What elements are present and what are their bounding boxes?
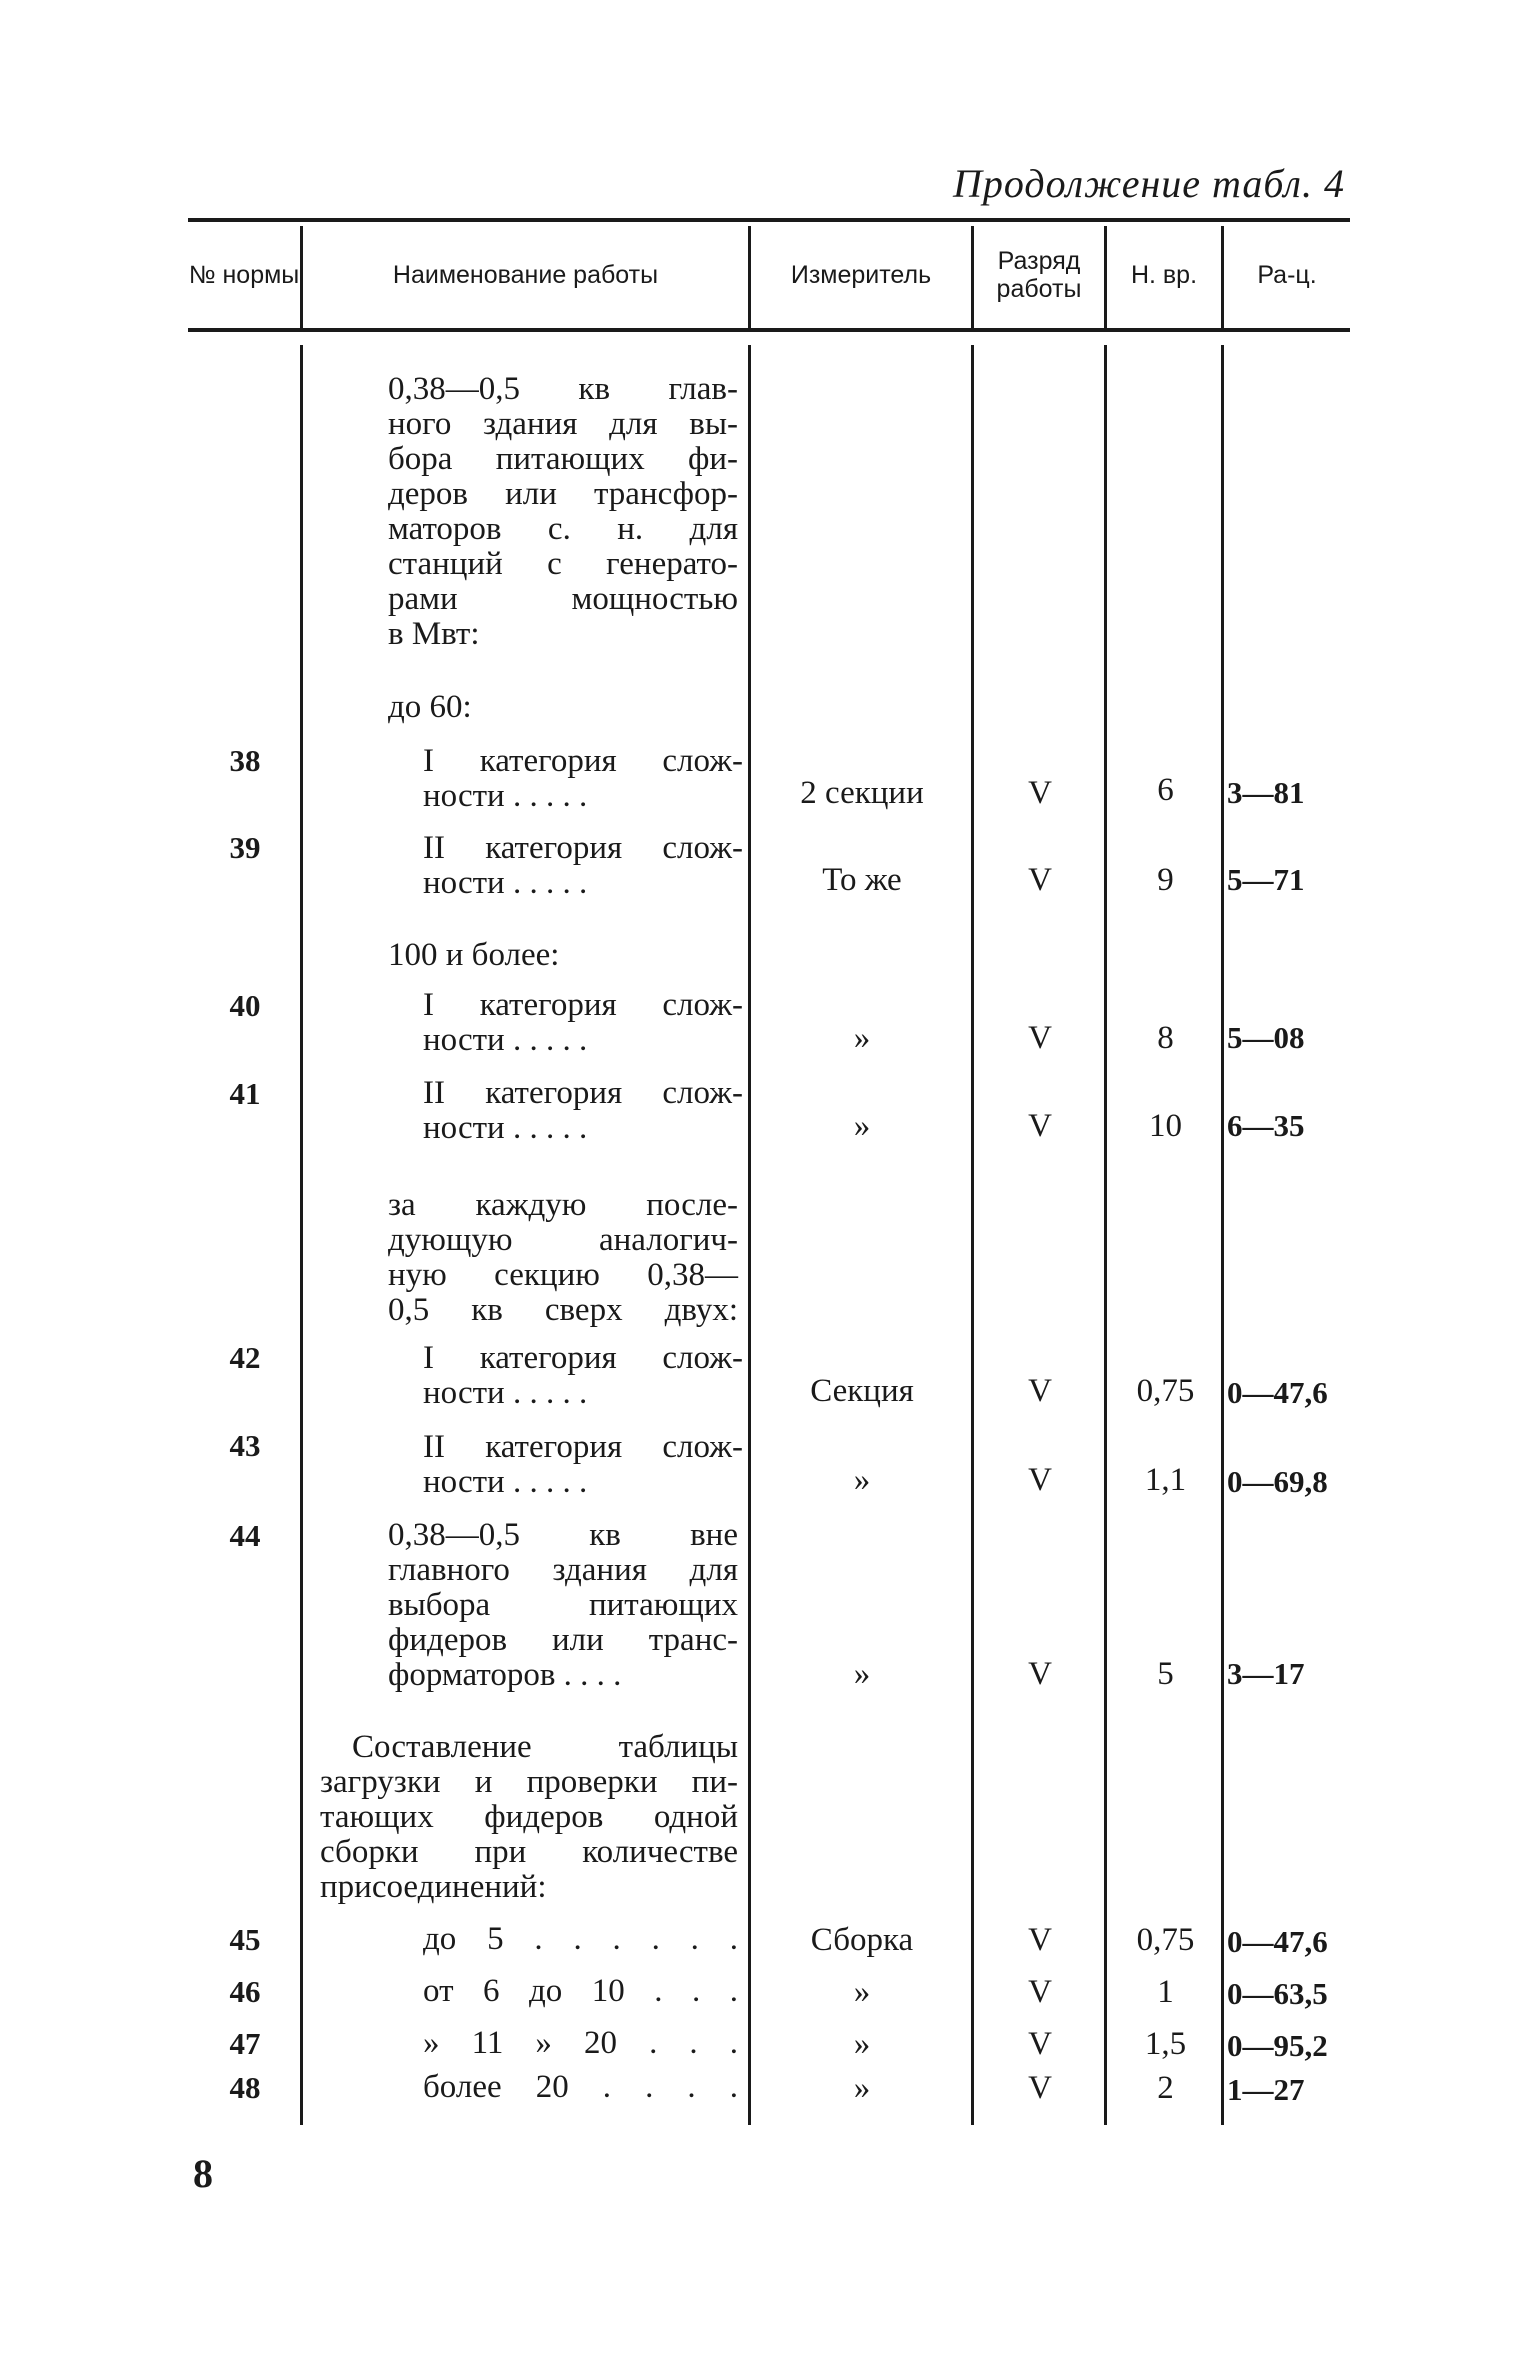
work-name: II категория слож- ности . . . . . xyxy=(423,1075,743,1146)
rate-cell: 3—81 xyxy=(1227,775,1305,810)
column-divider xyxy=(300,345,303,2125)
header-norm-number: № нормы xyxy=(188,261,300,289)
rate-cell: 0—63,5 xyxy=(1227,1976,1328,2011)
norm-number: 38 xyxy=(229,743,261,778)
measure-cell: » xyxy=(853,1656,871,1692)
time-cell: 10 xyxy=(1149,1108,1182,1144)
table-header-rule xyxy=(188,328,1350,332)
rank-cell: V xyxy=(1028,775,1052,811)
norm-number: 42 xyxy=(229,1340,261,1375)
header-work-name: Наименование работы xyxy=(392,261,659,289)
rate-cell: 0—47,6 xyxy=(1227,1924,1328,1959)
norm-number: 48 xyxy=(229,2070,261,2105)
time-cell: 8 xyxy=(1157,1020,1174,1056)
measure-cell: Сборка xyxy=(810,1922,914,1958)
rate-cell: 1—27 xyxy=(1227,2072,1305,2107)
measure-cell: » xyxy=(853,1108,871,1144)
column-divider xyxy=(748,345,751,2125)
work-name: » 11 » 20 . . . xyxy=(423,2025,738,2061)
rank-cell: V xyxy=(1028,862,1052,898)
rank-cell: V xyxy=(1028,1462,1052,1498)
table-caption: Продолжение табл. 4 xyxy=(952,161,1345,206)
time-cell: 1,5 xyxy=(1144,2026,1187,2062)
time-cell: 0,75 xyxy=(1136,1922,1195,1958)
norm-number: 41 xyxy=(229,1076,261,1111)
group-heading-100-and-more: 100 и более: xyxy=(388,937,560,973)
rate-cell: 6—35 xyxy=(1227,1108,1305,1143)
rate-cell: 0—47,6 xyxy=(1227,1375,1328,1410)
header-rate: Ра-ц. xyxy=(1257,261,1317,289)
work-name: I категория слож- ности . . . . . xyxy=(423,743,743,814)
work-name: 0,38—0,5 кв вне главного здания для выбора питающих фидеров или транс- форматоров . . . . xyxy=(388,1517,738,1693)
intro-line: бора питающих фи- xyxy=(388,441,738,477)
time-cell: 6 xyxy=(1157,772,1174,808)
time-cell: 0,75 xyxy=(1136,1373,1195,1409)
column-divider xyxy=(971,345,974,2125)
header-time-norm: Н. вр. xyxy=(1130,261,1198,289)
measure-cell: » xyxy=(853,1974,871,2010)
measure-cell: 2 секции xyxy=(800,775,924,811)
rate-cell: 5—08 xyxy=(1227,1020,1305,1055)
intro-line: рами мощностью xyxy=(388,581,738,617)
page-number: 8 xyxy=(193,2151,213,2196)
rank-cell: V xyxy=(1028,1922,1052,1958)
measure-cell: » xyxy=(853,2070,871,2106)
intro-line: в Мвт: xyxy=(388,616,480,652)
rate-cell: 0—69,8 xyxy=(1227,1464,1328,1499)
rank-cell: V xyxy=(1028,1020,1052,1056)
norm-number: 44 xyxy=(229,1518,261,1553)
work-name: более 20 . . . . xyxy=(423,2069,738,2105)
rate-cell: 5—71 xyxy=(1227,862,1305,897)
intro-line: станций с генерато- xyxy=(388,546,738,582)
header-measure: Измеритель xyxy=(790,261,932,289)
measure-cell: То же xyxy=(822,862,902,898)
work-name: от 6 до 10 . . . xyxy=(423,1973,738,2009)
rate-cell: 0—95,2 xyxy=(1227,2028,1328,2063)
work-name: I категория слож- ности . . . . . xyxy=(423,1340,743,1411)
rank-cell: V xyxy=(1028,1974,1052,2010)
work-name: до 5 . . . . . . xyxy=(423,1921,738,1957)
intro-line: деров или трансфор- xyxy=(388,476,738,512)
norm-number: 43 xyxy=(229,1428,261,1463)
rate-cell: 3—17 xyxy=(1227,1656,1305,1691)
rank-cell: V xyxy=(1028,1373,1052,1409)
intro-line: ного здания для вы- xyxy=(388,406,738,442)
intro-line: 0,38—0,5 кв глав- xyxy=(388,371,738,407)
column-divider xyxy=(1221,345,1224,2125)
measure-cell: » xyxy=(853,1020,871,1056)
norm-number: 45 xyxy=(229,1922,261,1957)
work-name: II категория слож- ности . . . . . xyxy=(423,1429,743,1500)
measure-cell: » xyxy=(853,2026,871,2062)
rank-cell: V xyxy=(1028,2026,1052,2062)
intro-paragraph xyxy=(388,372,738,652)
time-cell: 9 xyxy=(1157,862,1174,898)
norm-number: 39 xyxy=(229,830,261,865)
rank-cell: V xyxy=(1028,1108,1052,1144)
time-cell: 2 xyxy=(1157,2070,1174,2106)
time-cell: 5 xyxy=(1157,1656,1174,1692)
work-name: II категория слож- ности . . . . . xyxy=(423,830,743,901)
subsequent-section-paragraph: за каждую после- дующую аналогич- ную секцию 0,38— 0,5 кв сверх двух: xyxy=(388,1187,738,1328)
rank-cell: V xyxy=(1028,1656,1052,1692)
intro-line: маторов с. н. для xyxy=(388,511,738,547)
header-rank: Разряд работы xyxy=(996,247,1082,303)
norm-number: 47 xyxy=(229,2026,261,2061)
group-heading-up-to-60: до 60: xyxy=(388,689,472,725)
work-name: I категория слож- ности . . . . . xyxy=(423,987,743,1058)
rank-cell: V xyxy=(1028,2070,1052,2106)
measure-cell: Секция xyxy=(810,1373,914,1409)
measure-cell: » xyxy=(853,1462,871,1498)
load-table-paragraph: Составление таблицы загрузки и проверки пи- тающих фидеров одной сборки при количестве присоединений: xyxy=(320,1729,738,1905)
column-divider xyxy=(1104,345,1107,2125)
time-cell: 1 xyxy=(1157,1974,1174,2010)
time-cell: 1,1 xyxy=(1144,1462,1187,1498)
norm-number: 46 xyxy=(229,1974,261,2009)
norm-number: 40 xyxy=(229,988,261,1023)
